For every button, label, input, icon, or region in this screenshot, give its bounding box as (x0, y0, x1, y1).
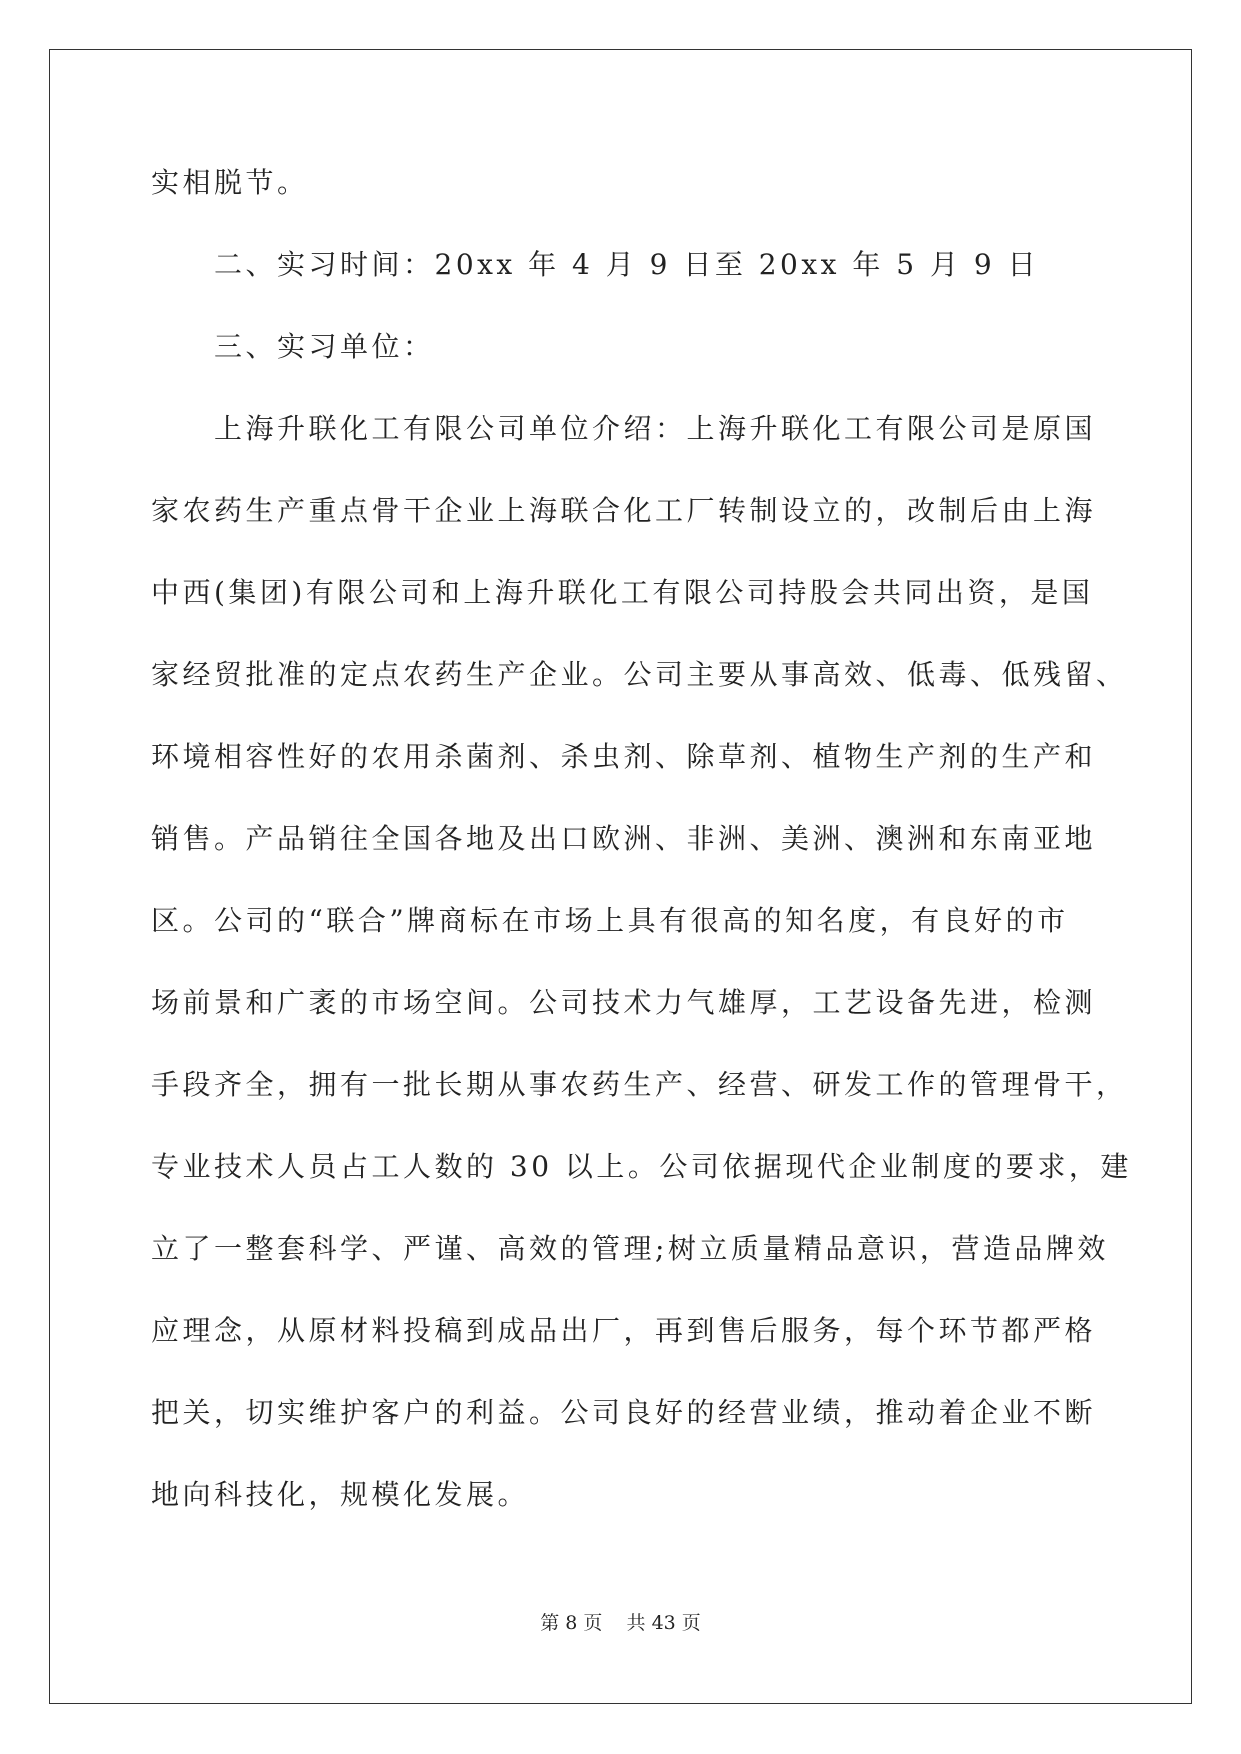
text-line: 应理念，从原材料投稿到成品出厂，再到售后服务，每个环节都严格 (151, 1314, 1097, 1347)
document-body (151, 165, 1132, 1559)
text-line: 把关，切实维护客户的利益。公司良好的经营业绩，推动着企业不断 (151, 1396, 1097, 1429)
page-number: 第 8 页 共 43 页 (540, 1612, 701, 1634)
text-line: 实相脱节。 (151, 166, 309, 199)
text-line: 家农药生产重点骨干企业上海联合化工厂转制设立的，改制后由上海 (151, 494, 1097, 527)
text-line: 上海升联化工有限公司单位介绍：上海升联化工有限公司是原国 (214, 412, 1097, 445)
text-line: 场前景和广袤的市场空间。公司技术力气雄厚，工艺设备先进，检测 (151, 986, 1097, 1019)
text-line: 专业技术人员占工人数的 30 以上。公司依据现代企业制度的要求，建 (151, 1150, 1132, 1183)
text-line: 销售。产品销往全国各地及出口欧洲、非洲、美洲、澳洲和东南亚地 (151, 822, 1097, 855)
section-heading-internship-unit: 三、实习单位： (214, 330, 435, 363)
text-line: 区。公司的“联合”牌商标在市场上具有很高的知名度，有良好的市 (151, 904, 1069, 937)
section-heading-internship-time: 二、实习时间：20xx 年 4 月 9 日至 20xx 年 5 月 9 日 (214, 248, 1040, 281)
text-line: 手段齐全，拥有一批长期从事农药生产、经营、研发工作的管理骨干， (151, 1068, 1128, 1101)
text-line: 立了一整套科学、严谨、高效的管理;树立质量精品意识，营造品牌效 (151, 1232, 1109, 1265)
text-line: 家经贸批准的定点农药生产企业。公司主要从事高效、低毒、低残留、 (151, 658, 1128, 691)
text-line: 环境相容性好的农用杀菌剂、杀虫剂、除草剂、植物生产剂的生产和 (151, 740, 1097, 773)
text-line: 地向科技化，规模化发展。 (151, 1478, 530, 1511)
page-footer (0, 1608, 1241, 1635)
text-line: 中西(集团)有限公司和上海升联化工有限公司持股会共同出资，是国 (151, 576, 1094, 609)
